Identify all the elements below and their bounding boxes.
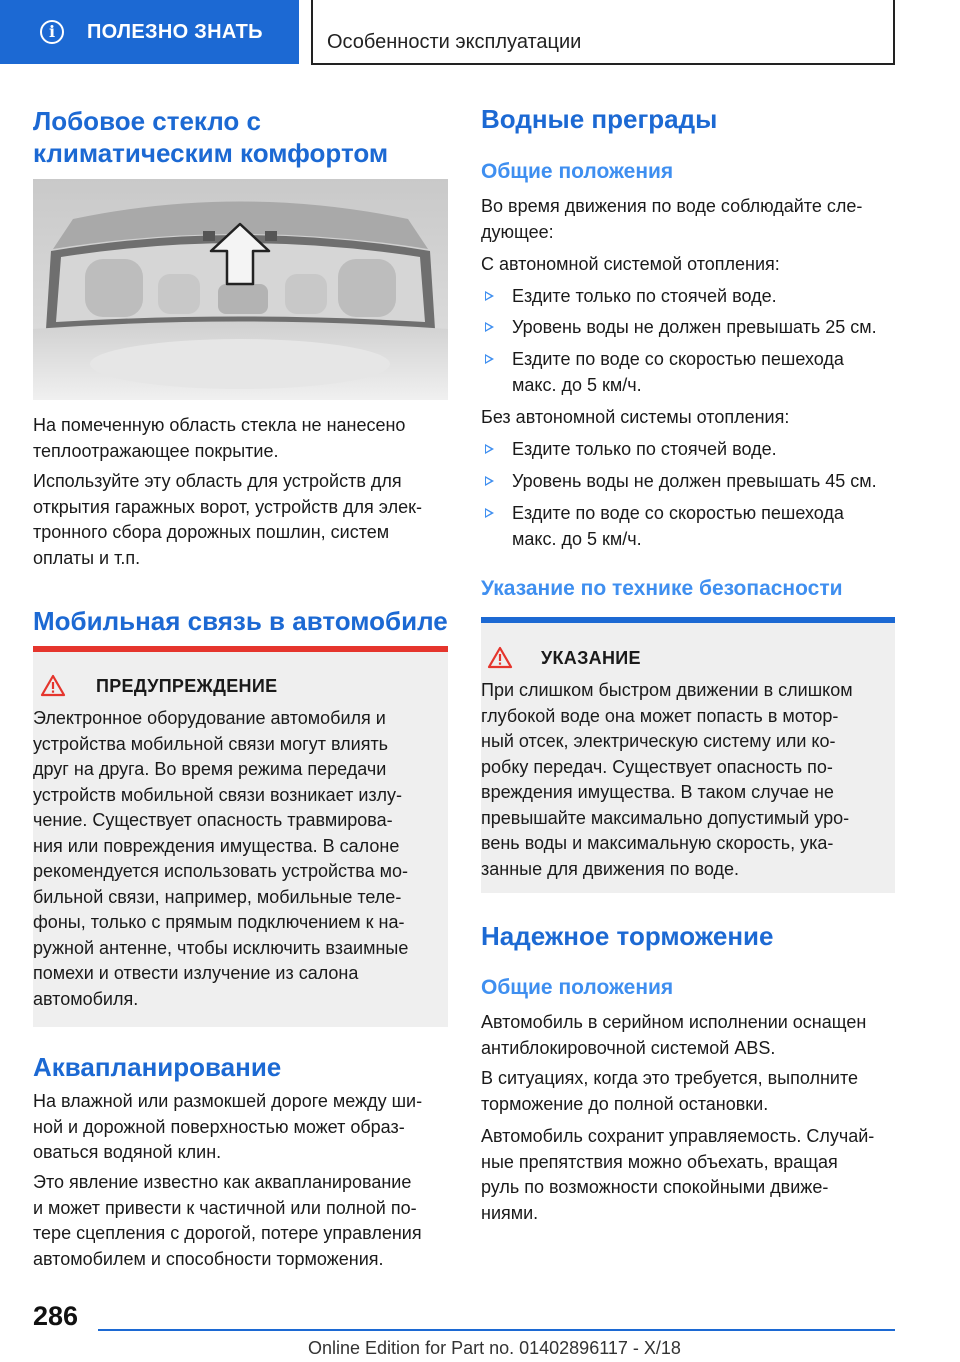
- braking-paragraph-1: Автомобиль в серийном исполнении оснащен антиблокировочной системой ABS.: [481, 1012, 867, 1058]
- info-icon: i: [40, 20, 64, 44]
- aquaplaning-paragraph-1: На влажной или размокшей дороге между ши- ной и дорожной поверхностью может образ- оваться водяной клин.: [33, 1091, 423, 1162]
- notice-title: УКАЗАНИЕ: [541, 648, 641, 668]
- windshield-paragraph-2: Используйте эту область для устройств для открытия гаражных ворот, устройств для элек- тронного сбора дорожных пошлин, систем оплаты и т.п.: [33, 471, 422, 568]
- header-divider: [311, 0, 313, 64]
- list-item: Ездите только по стоячей воде.: [485, 437, 899, 463]
- list-item: Ездите по воде со скоростью пешехода макс. до 5 км/ч.: [485, 501, 899, 553]
- windshield-photo: [33, 179, 448, 400]
- header-tab: [0, 0, 299, 64]
- header-divider: [893, 0, 895, 64]
- braking-heading: Надежное торможение: [481, 921, 774, 951]
- water-with-heating: С автономной системой отопления:: [481, 254, 780, 274]
- list-item: Уровень воды не должен превышать 45 см.: [485, 469, 899, 495]
- bullet-triangle-icon: [485, 476, 494, 486]
- bullet-triangle-icon: [485, 291, 494, 301]
- water-subheading: Общие положения: [481, 160, 674, 183]
- list-item: Ездите по воде со скоростью пешехода макс. до 5 км/ч.: [485, 347, 899, 399]
- footer-rule: [98, 1329, 895, 1331]
- footer-edition: Online Edition for Part no. 01402896117 - X/18: [308, 1338, 681, 1358]
- water-heading: Водные преграды: [481, 104, 718, 134]
- notice-box: [481, 617, 895, 893]
- bullet-triangle-icon: [485, 354, 494, 364]
- braking-paragraph-2: В ситуациях, когда это требуется, выполните торможение до полной остановки.: [481, 1068, 859, 1114]
- header-section-title: Особенности эксплуатации: [327, 31, 582, 53]
- braking-subheading: Общие положения: [481, 976, 674, 999]
- water-intro: Во время движения по воде соблюдайте сле- дующее:: [481, 196, 863, 242]
- bullet-triangle-icon: [485, 508, 494, 518]
- header-divider: [311, 63, 895, 65]
- aquaplaning-heading: Аквапланирование: [33, 1052, 282, 1082]
- warning-title: ПРЕДУПРЕЖДЕНИЕ: [96, 676, 278, 696]
- windshield-heading: Лобовое стекло с климатическим комфортом: [33, 106, 389, 168]
- bullet-triangle-icon: [485, 444, 494, 454]
- braking-paragraph-3: Автомобиль сохранит управляемость. Случай- ные препятствия можно объехать, вращая руль по возможности спокойными движе- ниями.: [481, 1126, 875, 1223]
- safety-heading: Указание по технике безопасности: [481, 577, 843, 600]
- warning-icon: [40, 674, 66, 697]
- warning-box: [33, 646, 448, 1027]
- water-without-heating: Без автономной системы отопления:: [481, 407, 790, 427]
- windshield-paragraph-1: На помеченную область стекла не нанесено теплоотражающее покрытие.: [33, 415, 406, 461]
- notice-icon: [487, 646, 513, 669]
- aquaplaning-paragraph-2: Это явление известно как аквапланирование и может привести к частичной или полной по- тере сцепления с дорогой, потере управления автомобилем и способности торможения.: [33, 1172, 422, 1269]
- header-tab-label: ПОЛЕЗНО ЗНАТЬ: [87, 20, 263, 43]
- warning-text: Электронное оборудование автомобиля и устройства мобильной связи могут влиять друг на друга. Во время режима передачи устройств мобильной связи возникает излу- чение. Существует опасность травмирова- ния или повреждения имущества. В салоне рекомендуется использовать устройства мо- бильной связи, например, мобильные теле- фоны, только с прямым подключением к на- ружной антенне, чтобы исключить взаимные помехи и отвести излучение из салона автомобиля.: [33, 708, 409, 1009]
- list-item: Уровень воды не должен превышать 25 см.: [485, 315, 899, 341]
- notice-text: При слишком быстром движении в слишком глубокой воде она может попасть в мотор- ный отсек, электрическую систему или ко- робку передач. Существует опасность по- вреждения имущества. В таком случае не превышайте максимально допустимый уро- вень воды и максимальную скорость, ука- занные для движения по воде.: [481, 680, 853, 879]
- bullet-triangle-icon: [485, 322, 494, 332]
- list-item: Ездите только по стоячей воде.: [485, 284, 899, 310]
- page-number: 286: [33, 1301, 79, 1331]
- mobile-heading: Мобильная связь в автомобиле: [33, 606, 448, 636]
